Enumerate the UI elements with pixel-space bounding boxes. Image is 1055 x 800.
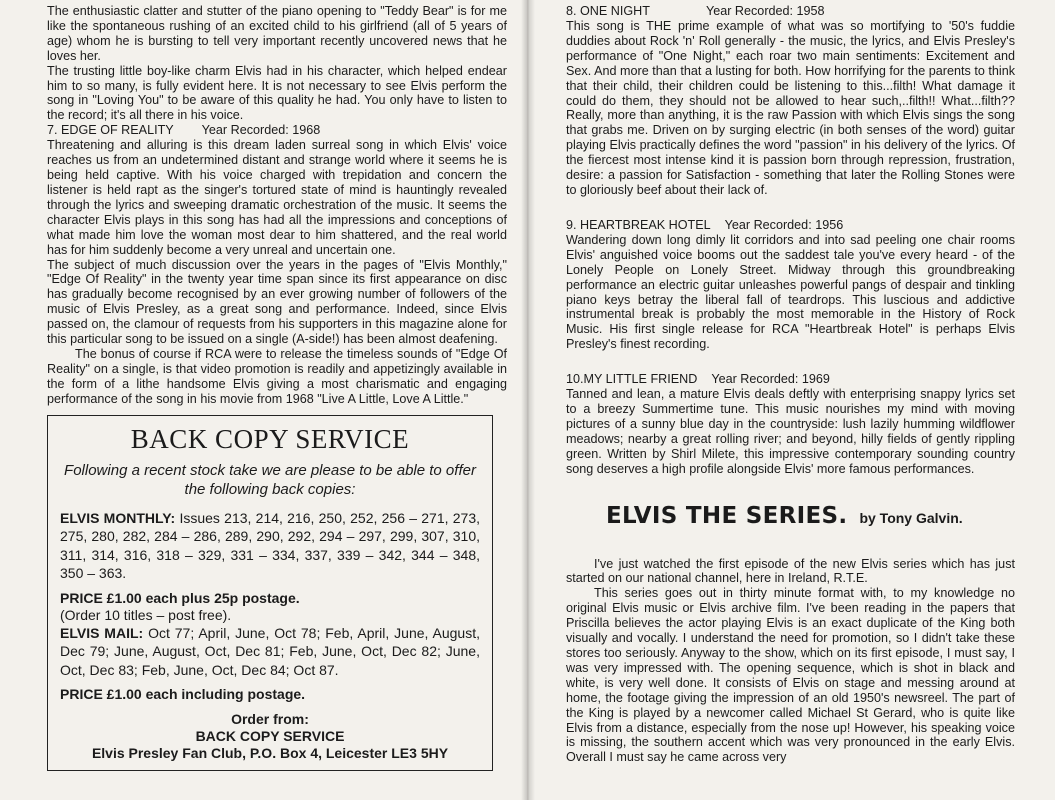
elvis-monthly-issues bbox=[60, 509, 480, 583]
song-9-year: Year Recorded: 1956 bbox=[724, 217, 844, 232]
edge-of-reality-paragraph-3: The bonus of course if RCA were to release the timeless sounds of "Edge Of Reality" on a single, is that video promotion is readily and appetizingly available in the form of a lithe handsome Elvis giving a most charismatic and engaging performance of the song in his movie from 1968 "Live A Little, Love A Little." bbox=[47, 346, 507, 406]
elvis-monthly-label: ELVIS MONTHLY: bbox=[60, 509, 176, 526]
song-10-heading bbox=[566, 372, 1015, 387]
elvis-monthly-issue-list: Issues 213, 214, 216, 250, 252, 256 – 271, 273, 275, 280, 282, 284 – 286, 289, 290, 292, 294 – 297, 299, 307, 310, 311, 314, 316, 318 – 329, 331 – 334, 337, 339 – 342, 344 – 348, 350 – 363. bbox=[60, 509, 480, 582]
elvis-mail-issues bbox=[60, 624, 480, 680]
teddy-bear-paragraph-1: The enthusiastic clatter and stutter of the piano opening to "Teddy Bear" is for me like the spontaneous rushing of an excited child to his girlfriend (all of 5 years of age) whom he is bursting to tell very important recently uncovered news that he loves her. bbox=[47, 4, 507, 63]
edge-of-reality-paragraph-1: Threatening and alluring is this dream laden surreal song in which Elvis' voice reaches us from an undetermined distant and strange world where it seems he is being held captive. With his voice charged with trepidation and concern the listener is held rapt as the singer's tortured state of mind is hauntingly revealed through the lyrics and sweeping dramatic orchestration of the music. It seems the character Elvis plays in this song has had all the impressions and conceptions of what made him love the woman most dear to him shattered, and the real world has for him suddenly become a very unreal and uncertain one. bbox=[47, 138, 507, 257]
heartbreak-hotel-paragraph: Wandering down long dimly lit corridors and into sad peeling one chair rooms Elvis' anguished voice booms out the saddest tale you've every heard - of the Lonely People on Lonely Street. Midway through this groundbreaking performance an electric guitar unleashes powerful pangs of despair and tinkling piano keys betray the liberal fall of teardrops. This luscious and addictive instrumental break is probably the most memorable in the History of Rock Music. His first single release for RCA "Heartbreak Hotel" is perhaps Elvis Presley's finest recording. bbox=[566, 232, 1015, 352]
back-copy-service-box bbox=[47, 415, 493, 772]
edge-of-reality-paragraph-2: The subject of much discussion over the years in the pages of "Elvis Monthly," "Edge Of Reality" in the twenty year time span since its first appearance on disc has gradually become recognised by an ever growing number of followers of the music of Elvis Presley, as a great song and performance. Indeed, since Elvis passed on, the clamour of requests from his supporters in this magazine alone for this particular song to be issued on a single (A-side!) has been almost deafening. bbox=[47, 257, 507, 347]
order-note: (Order 10 titles – post free). bbox=[60, 606, 232, 623]
page-gutter bbox=[521, 0, 535, 800]
series-paragraph-1: I've just watched the first episode of the new Elvis series which has just started on our national channel, here in Ireland, R.T.E. bbox=[566, 556, 1015, 586]
price-monthly: PRICE £1.00 each plus 25p postage. bbox=[60, 589, 300, 606]
left-page bbox=[0, 0, 527, 800]
song-9-title: 9. HEARTBREAK HOTEL bbox=[566, 217, 711, 232]
song-7-year: Year Recorded: 1968 bbox=[201, 123, 321, 138]
one-night-paragraph: This song is THE prime example of what was so mortifying to '50's fuddie duddies about Rock 'n' Roll generally - the music, the lyrics, and Elvis Presley's performance of "One Night," each roar two main sentiments: Excitement and Sex. And more than that a lusting for both. How horrifying for the parents to think that their child, their children could be listening to this...filth! What damage it could do them, they should not be allowed to hear such,..filth!! What...filth?? Really, more than anything, it is the raw Passion with which Elvis sings the song that grabs me. Driven on by surging electric (in both senses of the word) guitar playing Elvis practically defines the word "passion" in his delivery of the lyrics. Of the fiercest most intense kind it is passion born through repression, frustration, desire: a passion for Satisfaction - something that later the Rolling Stones were to gloriously beef about their lack of. bbox=[566, 19, 1015, 197]
back-copy-intro: Following a recent stock take we are please to be able to offer the following back copies: bbox=[64, 461, 476, 498]
elvis-mail-label: ELVIS MAIL: bbox=[60, 624, 144, 641]
song-8-heading bbox=[566, 4, 1015, 19]
song-9-heading bbox=[566, 218, 1015, 233]
song-7-title: 7. EDGE OF REALITY bbox=[47, 123, 174, 138]
song-8-year: Year Recorded: 1958 bbox=[705, 4, 825, 18]
right-page bbox=[528, 0, 1055, 800]
my-little-friend-paragraph: Tanned and lean, a mature Elvis deals deftly with enterprising snappy lyrics set to a breezy Summertime tune. This music nourishes my mind with moving pictures of a sunny blue day in the countryside: lush lazily humming wildflower meadows; nearby a great rolling river; and beyond, hilly fields of gently rippling green. Written by Shirl Milete, this impressive contemporary sounding country song deserves a high profile alongside Elvis' more famous performances. bbox=[566, 387, 1015, 476]
series-article-heading bbox=[566, 503, 1015, 529]
series-article-title: ELVIS THE SERIES. bbox=[606, 502, 848, 529]
teddy-bear-paragraph-2: The trusting little boy-like charm Elvis had in his character, which helped endear him to so many, is fully evident here. It is not necessary to see Elvis perform the song in "Loving You" to be aware of this quality he had. You only have to listen to the record; it's all there in his voice. bbox=[47, 63, 507, 123]
song-10-title: 10.MY LITTLE FRIEND bbox=[566, 372, 698, 387]
back-copy-title: BACK COPY SERVICE bbox=[130, 423, 410, 454]
order-from-label: Order from: bbox=[231, 711, 309, 728]
song-7-heading bbox=[47, 123, 507, 138]
price-mail: PRICE £1.00 each including postage. bbox=[60, 686, 306, 703]
series-article-byline: by Tony Galvin. bbox=[859, 509, 963, 526]
song-8-title: 8. ONE NIGHT bbox=[566, 4, 650, 18]
order-address: Elvis Presley Fan Club, P.O. Box 4, Leicester LE3 5HY bbox=[91, 745, 449, 762]
elvis-mail-issue-list: Oct 77; April, June, Oct 78; Feb, April, June, August, Dec 79; June, August, Oct, Dec 81; Feb, June, Oct, Dec 82; June, Oct, Dec 83; Feb, June, Oct, Dec 84; Oct 87. bbox=[60, 624, 480, 678]
series-paragraph-2: This series goes out in thirty minute format with, to my knowledge no original Elvis music or Elvis archive film. I've been reading in the papers that Priscilla believes the actor playing Elvis is an exact duplicate of the King both visually and vocally. I understand the need for promotion, so I didn't take these stores too seriously. Anyway to the show, which on its first episode, I must say, I was very impressed with. The opening sequence, which is shot in black and white, is very well done. It consists of Elvis on stage and messing around at home, the footage giving the impression of an old 1950's newsreel. The part of the King is played by a newcomer called Michael St Gerard, who is quite like Elvis from a distance, especially from the nose up! However, his speaking voice is missing, the southern accent which was very pronounced in the early Elvis. Overall I must say he came across very bbox=[566, 586, 1015, 765]
order-name: BACK COPY SERVICE bbox=[195, 728, 345, 745]
song-10-year: Year Recorded: 1969 bbox=[711, 372, 830, 387]
